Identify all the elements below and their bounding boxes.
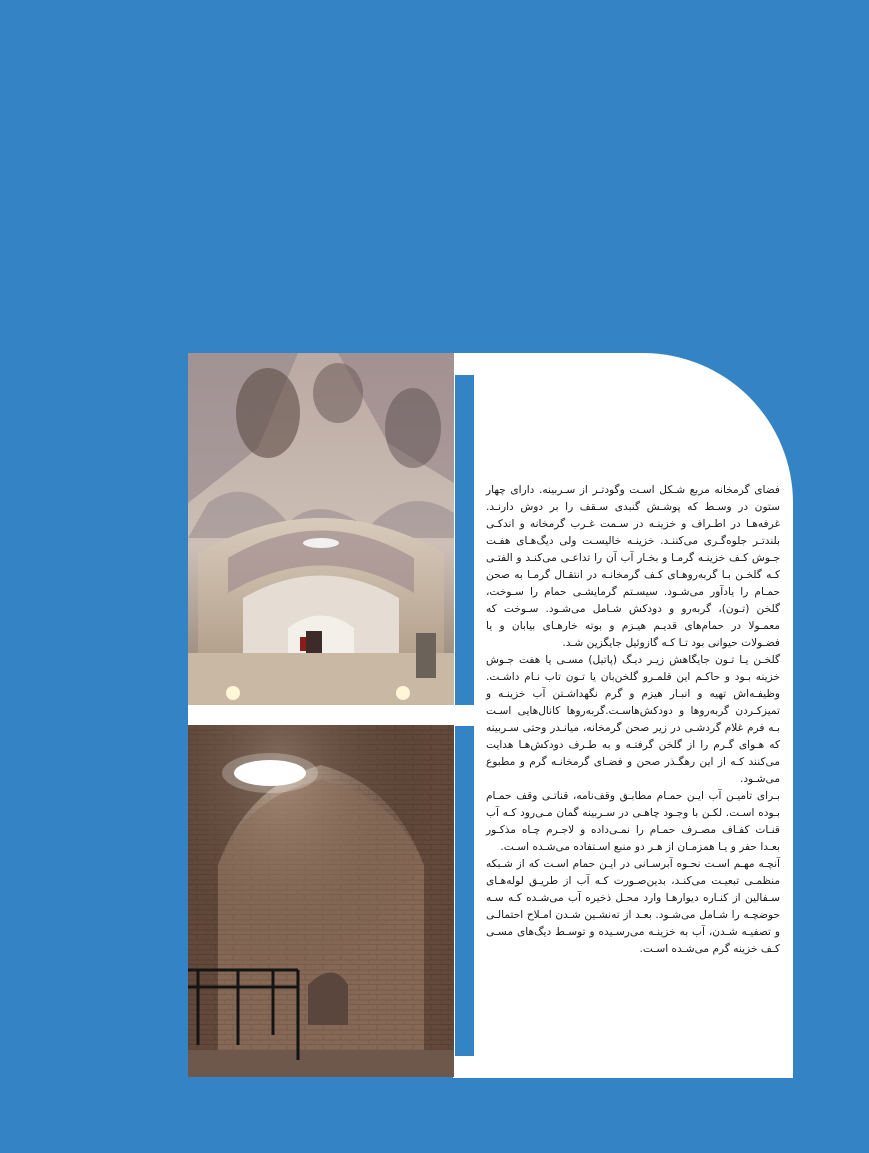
paragraph-water-supply: بـرای تامیـن آب ایـن حمـام مطابـق وقف‌نامه، قناتـی وقف حمـام بـوده اسـت. لکـن با وجـود چاهـی در سـربینه گمان مـی‌رود کـه آب قنـات کفـاف مصـرف حمـام را نمـی‌داده و لاجـرم چـاه مذکـور بعـدا حفر و یـا همزمـان از هـر دو منبع اسـتفاده می‌شـده اسـت.: [486, 790, 780, 853]
paragraph-garmkhaneh: فضای گرمخانه مربع شـکل اسـت وگودتـر از سـربینه. دارای چهار ستون در وسـط که پوشـش گنبدی سـقف را بر دوش دارنـد. غرفه‌هـا در اطـراف و خزینـه در سـمت غـرب گرمخانه و اندکـی بلندتـر جلوه‌گـری می‌کننـد. خزینـه خالیسـت ولی دیگ‌هـای هفـت جـوش کـف خزینـه گرمـا و بخـار آب آن را تداعـی می‌کنـد و الفتـی کـه گلخـن بـا گربه‌روهـای کـف گرمخانـه در انتقـال گرمـا به صحن حمـام را یادآور می‌شـود. سیسـتم گرمایشـی حمام را سـوخت، گلخن (تـون)، گربه‌رو و دودکش شـامل می‌شـود. سـوخت که معمـولا در حمام‌های قدیـم هیـزم و بوته خارهـای بیابان و یا فضـولات حیوانی بود تـا کـه گازوئیل جایگزین شـد.: [486, 484, 780, 649]
paragraph-plumbing: آنچـه مهـم اسـت نحـوه آبرسـانی در ایـن حمام اسـت که از شـبکه منظمـی تبعیـت می‌کنـد، بدین‌صـورت کـه آب از طریـق لوله‌هـای سـفالین از کنـاره دیوارهـا وارد محـل ذخیره آب می‌شـده کـه سـه حوضچـه را شـامل می‌شـود. بعـد از ته‌نشـین شـدن امـلاح احتمالـی و تصفیـه شـدن، آب به خزینـه می‌رسـیده و توسـط دیگ‌های مسـی کـف خزینه گرم می‌شـده اسـت.: [486, 858, 780, 955]
paragraph-golkhan: گلخـن یـا تـون جایگاهش زیـر دیـگ (پاتیل) مسـی یا هفت جـوش خزینه بـود و حاکـم این قلمـرو گلخن‌بان یا تـون تاب نـام داشـت. وظیفـه‌اش تهیه و انبـار هیزم و گرم نگهداشـتن آب خزینـه و تمیزکـردن گربه‌روها و دودکش‌هاسـت.گربه‌روها کانال‌هایی اسـت بـه فرم غلام گردشـی در زیر صحن گرمخانه، میانـدر وحتی سـربینه که هـوای گـرم را از گلخن گرفتـه و به طـرف دودکش‌هـا هدایت می‌کنند کـه از این رهگـذر صحن و فضـای گرمخانـه گرم و مطبوع می‌شـود.: [486, 654, 780, 785]
accent-bar-bottom: [455, 726, 474, 1056]
article-body: [486, 482, 780, 958]
accent-bar-top: [455, 375, 474, 705]
brick-reservoir-photo: [188, 725, 454, 1077]
painted-vault-photo: [188, 353, 454, 705]
photo-divider: [188, 705, 454, 725]
